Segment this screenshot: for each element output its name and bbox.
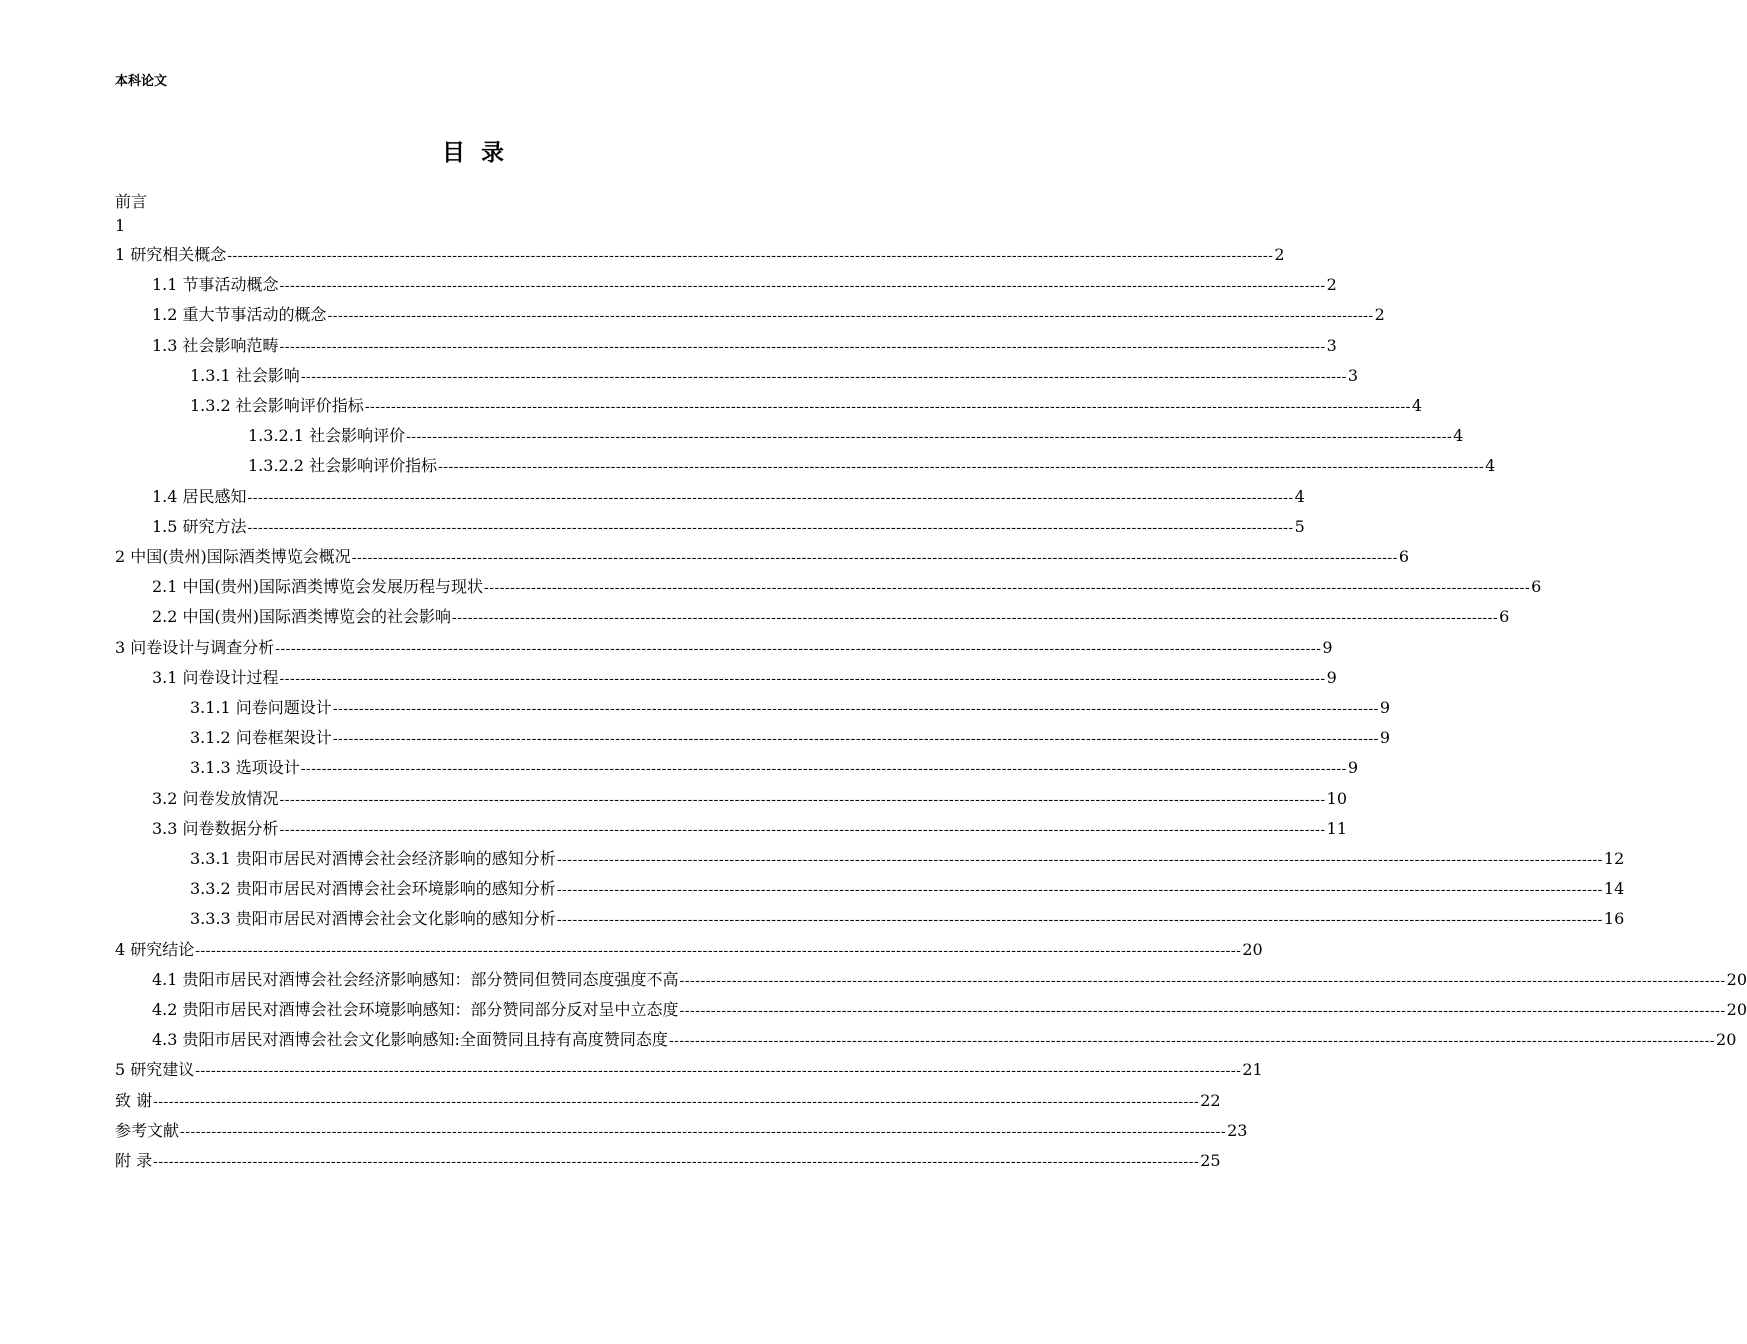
- toc-page-number: 4: [1411, 396, 1423, 415]
- toc-page-number: 10: [1326, 788, 1347, 808]
- toc-entry-line: [152, 303, 1385, 325]
- toc-page-number: 9: [1379, 698, 1391, 717]
- toc-entry[interactable]: [0, 726, 1391, 748]
- toc-entry-line: [190, 756, 1359, 778]
- toc-entry-line: [115, 1119, 1248, 1141]
- toc-leader-dashes: --------------------------------------------------------------------------------------------------------------------------------------------------------------------------------------------------------: [180, 1123, 1227, 1140]
- toc-entry-title: 致 谢: [115, 1090, 153, 1110]
- toc-entry-title: 1.3.2.1 社会影响评价: [248, 426, 406, 446]
- toc-entry-line: [190, 364, 1359, 386]
- toc-leader-dashes: --------------------------------------------------------------------------------------------------------------------------------------------------------------------------------------------------------: [556, 882, 1603, 899]
- toc-page-number: 6: [1531, 577, 1542, 597]
- toc-entry-line: [152, 273, 1337, 295]
- toc-page-number: 11: [1326, 818, 1347, 838]
- toc-leader-dashes: --------------------------------------------------------------------------------------------------------------------------------------------------------------------------------------------------------: [406, 429, 1453, 446]
- toc-entry[interactable]: [0, 485, 1305, 507]
- toc-leader-dashes: --------------------------------------------------------------------------------------------------------------------------------------------------------------------------------------------------------: [279, 791, 1326, 808]
- toc-leader-dashes: --------------------------------------------------------------------------------------------------------------------------------------------------------------------------------------------------------: [332, 731, 1379, 748]
- toc-leader-dashes: --------------------------------------------------------------------------------------------------------------------------------------------------------------------------------------------------------: [327, 308, 1374, 325]
- toc-entry-line: [115, 1089, 1221, 1111]
- toc-page-number: 12: [1603, 849, 1625, 868]
- toc-entry-line: [248, 424, 1464, 446]
- toc-entry[interactable]: [0, 938, 1263, 960]
- toc-entry-preface[interactable]: 前言: [115, 192, 148, 211]
- toc-entry-line: [115, 636, 1333, 658]
- toc-entry-title: 5 研究建议: [115, 1060, 195, 1080]
- toc-entry-line: [115, 1058, 1263, 1080]
- toc-entry-title: 2.2 中国(贵州)国际酒类博览会的社会影响: [152, 607, 452, 627]
- toc-entry-line: [152, 1028, 1737, 1050]
- toc-entry-title: 1.2 重大节事活动的概念: [152, 305, 327, 325]
- toc-entry-title: 1.3 社会影响范畴: [152, 335, 279, 355]
- toc-page-number: 9: [1322, 637, 1333, 657]
- toc-entry[interactable]: [0, 545, 1410, 567]
- toc-entry[interactable]: [0, 968, 1747, 990]
- toc-leader-dashes: --------------------------------------------------------------------------------------------------------------------------------------------------------------------------------------------------------: [279, 821, 1326, 838]
- toc-leader-dashes: --------------------------------------------------------------------------------------------------------------------------------------------------------------------------------------------------------: [275, 640, 1322, 657]
- toc-entry-title: 附 录: [115, 1151, 153, 1170]
- toc-page-number: 23: [1227, 1120, 1248, 1140]
- toc-leader-dashes: --------------------------------------------------------------------------------------------------------------------------------------------------------------------------------------------------------: [247, 519, 1294, 536]
- toc-entry-title: 1.3.1 社会影响: [190, 365, 300, 385]
- toc-entry[interactable]: [0, 847, 1625, 869]
- toc-entry-line: [152, 515, 1305, 537]
- toc-entry-title: 1.4 居民感知: [152, 486, 247, 506]
- toc-leader-dashes: --------------------------------------------------------------------------------------------------------------------------------------------------------------------------------------------------------: [300, 368, 1347, 385]
- toc-page-number: 4: [1453, 426, 1464, 446]
- toc-entry[interactable]: [0, 1089, 1221, 1111]
- toc-leader-dashes: --------------------------------------------------------------------------------------------------------------------------------------------------------------------------------------------------------: [556, 912, 1603, 929]
- toc-page-number: 16: [1603, 909, 1625, 929]
- toc-entry[interactable]: [0, 998, 1747, 1020]
- toc-entry-line: [115, 938, 1263, 960]
- toc-page-number: 20: [1726, 1000, 1747, 1019]
- toc-entry-line: [190, 726, 1391, 748]
- toc-page-number: 4: [1485, 456, 1496, 476]
- toc-entry-preface-page: 1: [115, 216, 126, 235]
- toc-entry[interactable]: [0, 394, 1423, 416]
- toc-entry-title: 3.2 问卷发放情况: [152, 788, 279, 808]
- running-header: 本科论文: [115, 74, 168, 89]
- toc-leader-dashes: --------------------------------------------------------------------------------------------------------------------------------------------------------------------------------------------------------: [332, 701, 1379, 717]
- toc-page-number: 2: [1374, 305, 1385, 325]
- toc-leader-dashes: --------------------------------------------------------------------------------------------------------------------------------------------------------------------------------------------------------: [438, 459, 1485, 476]
- toc-page-number: 9: [1326, 667, 1337, 687]
- toc-entry-line: [152, 968, 1747, 990]
- toc-entry-line: [152, 998, 1747, 1020]
- toc-entry-title: 3.3.2 贵阳市居民对酒博会社会环境影响的感知分析: [190, 879, 556, 899]
- toc-entry-title: 2 中国(贵州)国际酒类博览会概况: [115, 547, 351, 566]
- toc-entry-title: 4.1 贵阳市居民对酒博会社会经济影响感知：部分赞同但赞同态度强度不高: [152, 969, 679, 989]
- toc-entry-title: 3.3.1 贵阳市居民对酒博会社会经济影响的感知分析: [190, 849, 556, 868]
- toc-entry[interactable]: [0, 877, 1625, 899]
- toc-entry[interactable]: [0, 273, 1337, 295]
- toc-entry-line: [115, 1149, 1221, 1171]
- toc-leader-dashes: --------------------------------------------------------------------------------------------------------------------------------------------------------------------------------------------------------: [556, 852, 1603, 868]
- toc-entry-line: [152, 817, 1347, 839]
- toc-page-number: 25: [1200, 1151, 1221, 1170]
- toc-page-number: 22: [1200, 1090, 1221, 1110]
- toc-entry[interactable]: [0, 243, 1285, 265]
- toc-entry-title: 3.1.1 问卷问题设计: [190, 698, 332, 717]
- toc-entry-title: 4.3 贵阳市居民对酒博会社会文化影响感知:全面赞同且持有高度赞同态度: [152, 1030, 668, 1050]
- toc-entry[interactable]: [0, 1149, 1221, 1171]
- toc-page-number: 6: [1398, 547, 1410, 566]
- toc-leader-dashes: --------------------------------------------------------------------------------------------------------------------------------------------------------------------------------------------------------: [195, 1063, 1242, 1080]
- toc-page-number: 20: [1726, 969, 1747, 989]
- toc-leader-dashes: --------------------------------------------------------------------------------------------------------------------------------------------------------------------------------------------------------: [279, 670, 1326, 687]
- toc-entry-line: [190, 847, 1625, 869]
- toc-entry[interactable]: [0, 575, 1542, 597]
- toc-page-number: 4: [1294, 486, 1305, 506]
- toc-entry-title: 3.3 问卷数据分析: [152, 818, 279, 838]
- toc-entry[interactable]: [0, 1119, 1248, 1141]
- toc-entry[interactable]: [0, 424, 1464, 446]
- toc-entry-line: [152, 485, 1305, 507]
- toc-entry-line: [190, 394, 1423, 416]
- toc-entry-line: [152, 605, 1510, 627]
- toc-page-number: 14: [1603, 879, 1625, 899]
- toc-entry[interactable]: [0, 334, 1337, 356]
- toc-entry-line: [152, 787, 1347, 809]
- toc-leader-dashes: --------------------------------------------------------------------------------------------------------------------------------------------------------------------------------------------------------: [364, 399, 1411, 415]
- toc-entry[interactable]: [0, 907, 1625, 929]
- toc-entry-title: 1.3.2 社会影响评价指标: [190, 396, 364, 415]
- toc-entry-line: [190, 907, 1625, 929]
- toc-page-number: 9: [1347, 758, 1359, 778]
- toc-leader-dashes: --------------------------------------------------------------------------------------------------------------------------------------------------------------------------------------------------------: [279, 278, 1326, 295]
- toc-entry-title: 1 研究相关概念: [115, 245, 227, 264]
- toc-page-number: 20: [1716, 1030, 1737, 1050]
- toc-entry-title: 4 研究结论: [115, 939, 195, 959]
- toc-entry-title: 3.1 问卷设计过程: [152, 667, 279, 687]
- toc-entry-line: [248, 454, 1496, 476]
- toc-page-number: 2: [1326, 275, 1337, 295]
- toc-entry-title: 1.3.2.2 社会影响评价指标: [248, 456, 438, 476]
- toc-entry[interactable]: [0, 1028, 1737, 1050]
- toc-entry-line: [115, 545, 1410, 567]
- toc-leader-dashes: --------------------------------------------------------------------------------------------------------------------------------------------------------------------------------------------------------: [300, 761, 1347, 778]
- toc-entry[interactable]: [0, 303, 1385, 325]
- toc-entry-title: 1.5 研究方法: [152, 516, 247, 536]
- toc-leader-dashes: --------------------------------------------------------------------------------------------------------------------------------------------------------------------------------------------------------: [484, 580, 1531, 597]
- toc-leader-dashes: --------------------------------------------------------------------------------------------------------------------------------------------------------------------------------------------------------: [679, 1003, 1726, 1019]
- toc-entry-title: 4.2 贵阳市居民对酒博会社会环境影响感知：部分赞同部分反对呈中立态度: [152, 1000, 679, 1019]
- toc-entry[interactable]: [0, 787, 1347, 809]
- toc-entry[interactable]: [0, 666, 1337, 688]
- toc-page-number: 9: [1379, 728, 1391, 748]
- toc-entry[interactable]: [0, 1058, 1263, 1080]
- toc-entry-title: 3.3.3 贵阳市居民对酒博会社会文化影响的感知分析: [190, 909, 556, 929]
- toc-page-number: 6: [1499, 607, 1510, 627]
- toc-leader-dashes: --------------------------------------------------------------------------------------------------------------------------------------------------------------------------------------------------------: [153, 1154, 1200, 1170]
- toc-entry-title: 2.1 中国(贵州)国际酒类博览会发展历程与现状: [152, 577, 484, 597]
- toc-leader-dashes: --------------------------------------------------------------------------------------------------------------------------------------------------------------------------------------------------------: [279, 338, 1326, 355]
- toc-entry[interactable]: [0, 515, 1305, 537]
- toc-entry-line: [152, 666, 1337, 688]
- toc-entry[interactable]: [0, 364, 1359, 386]
- toc-entry[interactable]: [0, 454, 1496, 476]
- toc-entry-line: [152, 575, 1542, 597]
- toc-leader-dashes: --------------------------------------------------------------------------------------------------------------------------------------------------------------------------------------------------------: [153, 1093, 1200, 1110]
- toc-entry[interactable]: [0, 636, 1333, 658]
- toc-leader-dashes: --------------------------------------------------------------------------------------------------------------------------------------------------------------------------------------------------------: [452, 610, 1499, 627]
- page-title: 目 录: [441, 140, 508, 166]
- toc-entry-title: 1.1 节事活动概念: [152, 275, 279, 295]
- toc-entry[interactable]: [0, 817, 1347, 839]
- toc-entry-line: [190, 877, 1625, 899]
- toc-entry-title: 3.1.3 选项设计: [190, 758, 300, 778]
- toc-leader-dashes: --------------------------------------------------------------------------------------------------------------------------------------------------------------------------------------------------------: [351, 550, 1398, 566]
- toc-entry-line: [152, 334, 1337, 356]
- toc-entry-line: [115, 243, 1285, 265]
- toc-entry-title: 3.1.2 问卷框架设计: [190, 728, 332, 748]
- toc-page-number: 20: [1242, 939, 1263, 959]
- toc-page-number: 5: [1294, 516, 1305, 536]
- toc-leader-dashes: --------------------------------------------------------------------------------------------------------------------------------------------------------------------------------------------------------: [668, 1033, 1716, 1050]
- toc-leader-dashes: --------------------------------------------------------------------------------------------------------------------------------------------------------------------------------------------------------: [227, 248, 1274, 264]
- toc-entry[interactable]: [0, 605, 1510, 627]
- toc-page-number: 21: [1242, 1060, 1263, 1080]
- toc-page-number: 3: [1347, 365, 1359, 385]
- toc-leader-dashes: --------------------------------------------------------------------------------------------------------------------------------------------------------------------------------------------------------: [195, 942, 1242, 959]
- toc-entry-line: [190, 696, 1391, 718]
- toc-page-number: 3: [1326, 335, 1337, 355]
- toc-entry-title: 3 问卷设计与调查分析: [115, 637, 275, 657]
- toc-page-number: 2: [1274, 245, 1285, 264]
- toc-entry[interactable]: [0, 756, 1359, 778]
- toc-leader-dashes: --------------------------------------------------------------------------------------------------------------------------------------------------------------------------------------------------------: [247, 489, 1294, 506]
- toc-entry-title: 参考文献: [115, 1120, 180, 1140]
- toc-entry[interactable]: [0, 696, 1391, 718]
- toc-leader-dashes: --------------------------------------------------------------------------------------------------------------------------------------------------------------------------------------------------------: [679, 972, 1726, 989]
